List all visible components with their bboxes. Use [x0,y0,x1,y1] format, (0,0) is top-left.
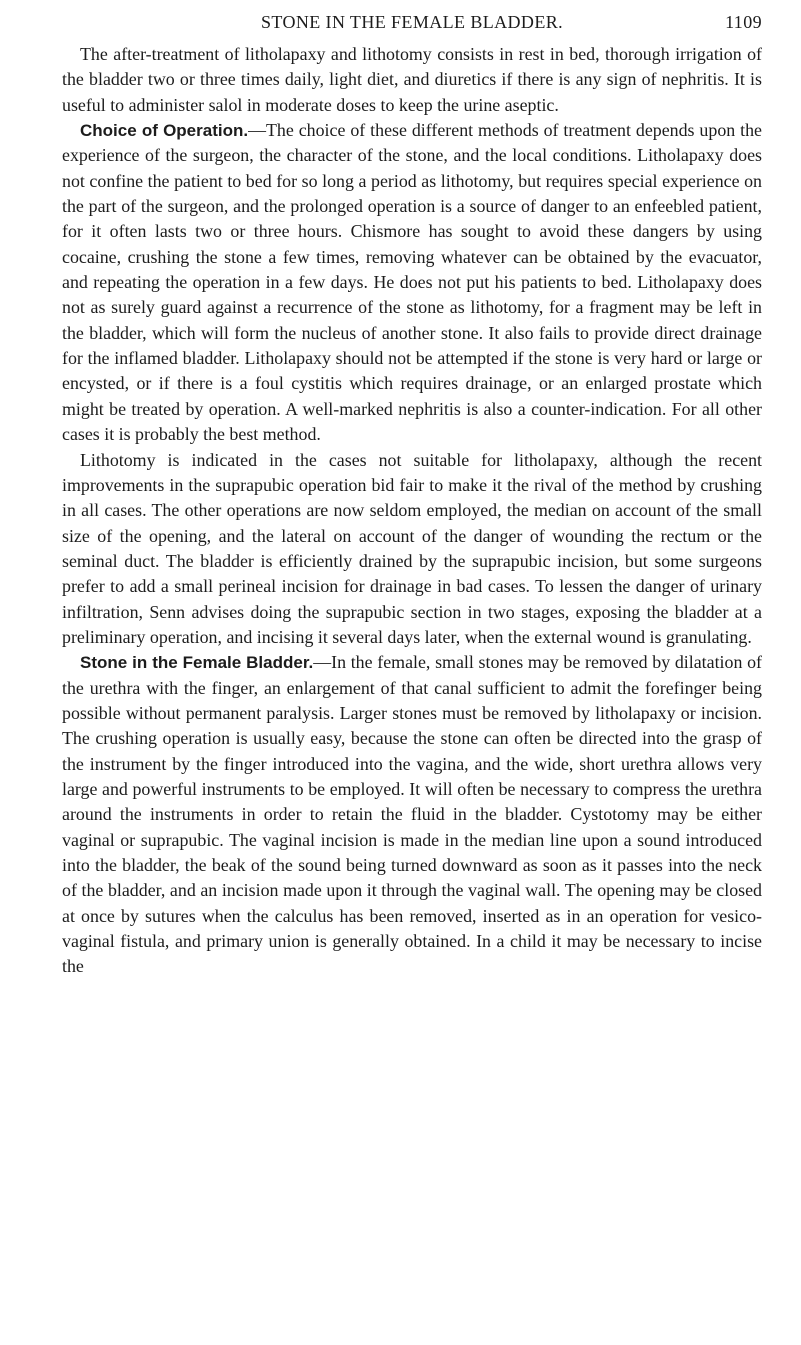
paragraph-text: —In the female, small stones may be removed by dilatation of the urethra with the finger, an enlargement of that canal sufficient to admit the forefinger being possible without permanent paralysis. Larger stones must be removed by litholapaxy or incision. The crushing operation is usually easy, because the stone can often be directed into the grasp of the instrument by the finger introduced into the vagina, and the wide, short urethra allows very large and powerful instruments to be employed. It will often be necessary to compress the urethra around the instruments in order to retain the fluid in the bladder. Cystotomy may be either vaginal or suprapubic. The vaginal incision is made in the median line upon a sound introduced into the bladder, the beak of the sound being turned downward as soon as it passes into the neck of the bladder, and an incision made upon it through the vaginal wall. The opening may be closed at once by sutures when the calculus has been removed, inserted as in an operation for vesico-vaginal fistula, and primary union is generally obtained. In a child it may be necessary to incise the [62,652,762,977]
book-page [62,12,762,980]
paragraph-text: —The choice of these different methods of treatment depends upon the experience of the surgeon, the character of the stone, and the local conditions. Litholapaxy does not confine the patient to bed for so long a period as lithotomy, but requires special experience on the part of the surgeon, and the prolonged operation is a source of danger to an enfeebled patient, for it often lasts two or three hours. Chismore has sought to avoid these dangers by using cocaine, crushing the stone a few times, removing whatever can be obtained by the evacuator, and repeating the operation in a few days. He does not put his patients to bed. Litholapaxy does not as surely guard against a recurrence of the stone as lithotomy, for a fragment may be left in the bladder, which will form the nucleus of another stone. It also fails to provide direct drainage for the inflamed bladder. Litholapaxy should not be attempted if the stone is very hard or large or encysted, or if there is a foul cystitis which requires drainage, or an enlarged prostate which might be treated by operation. A well-marked nephritis is also a counter-indication. For all other cases it is probably the best method. [62,120,762,445]
paragraph-after-treatment [62,42,762,118]
paragraph-heading: Choice of Operation. [80,121,249,141]
paragraph-text: Lithotomy is indicated in the cases not suitable for litholapaxy, although the recent improvements in the suprapubic operation bid fair to make it the rival of the method by crushing in all cases. The other operations are now seldom employed, the median on account of the small size of the opening, and the lateral on account of the danger of wounding the rectum or the seminal duct. The bladder is efficiently drained by the suprapubic incision, but some surgeons prefer to add a small perineal incision for drainage in bad cases. To lessen the danger of urinary infiltration, Senn advises doing the suprapubic section in two stages, exposing the bladder at a preliminary operation, and incising it several days later, when the external wound is granulating. [62,449,762,647]
paragraph-lithotomy [62,448,762,651]
page-number: 1109 [725,12,762,32]
paragraph-text: The after-treatment of litholapaxy and lithotomy consists in rest in bed, thorough irrigation of the bladder two or three times daily, light diet, and diuretics if there is any sign of nephritis. It is useful to administer salol in moderate doses to keep the urine aseptic. [62,44,762,115]
running-title: STONE IN THE FEMALE BLADDER. [260,12,564,32]
paragraph-heading: Stone in the Female Bladder. [80,653,314,673]
paragraph-female-bladder [62,650,762,979]
running-header [62,12,762,42]
paragraph-choice-of-operation [62,118,762,447]
